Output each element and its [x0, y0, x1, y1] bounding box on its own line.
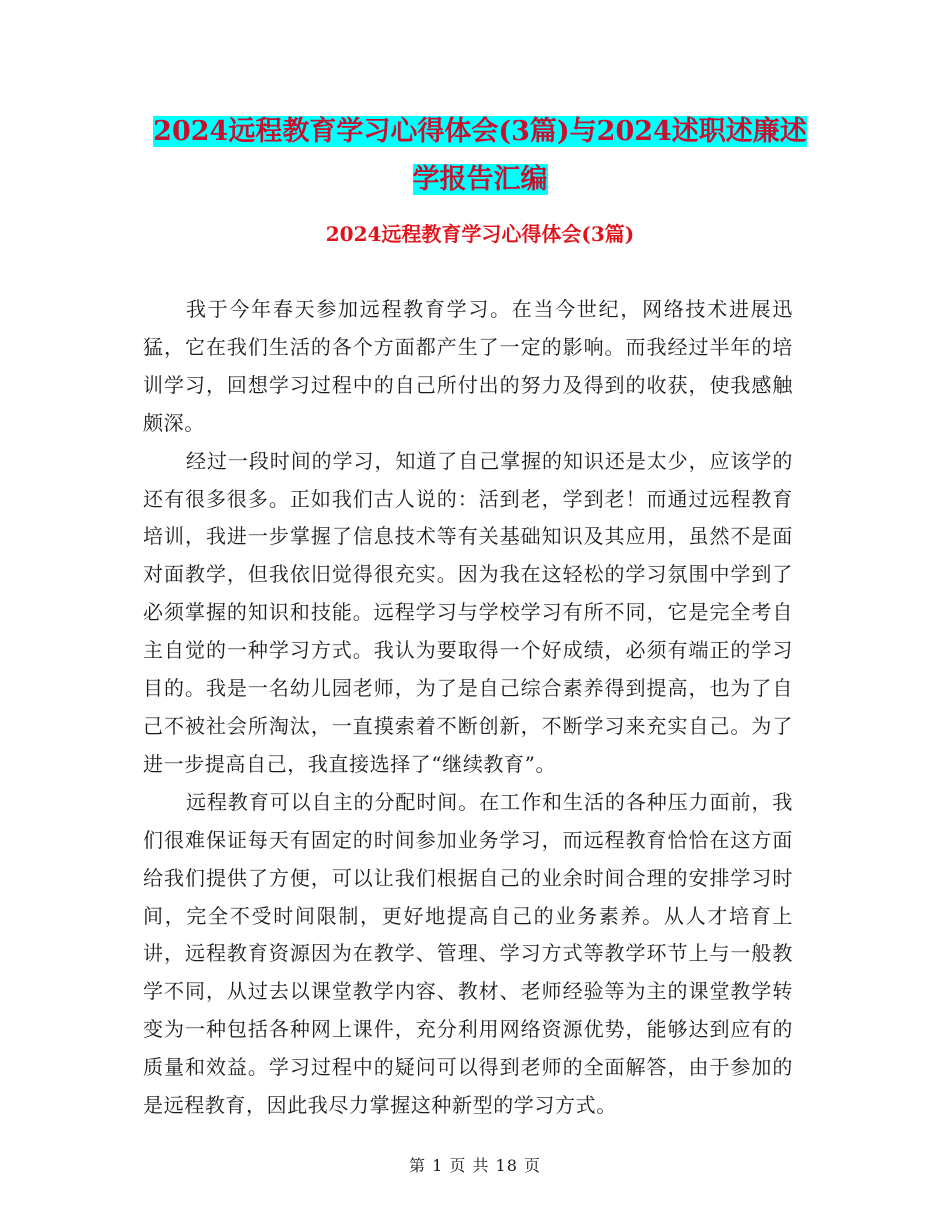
paragraph-1: 我于今年春天参加远程教育学习。在当今世纪，网络技术进展迅猛，它在我们生活的各个方面都产生了一定的影响。而我经过半年的培训学习，回想学习过程中的自己所付出的努力及得到的收获，使我感触颇深。	[143, 297, 793, 435]
paragraph-3: 远程教育可以自主的分配时间。在工作和生活的各种压力面前，我们很难保证每天有固定的时间参加业务学习，而远程教育恰恰在这方面给我们提供了方便，可以让我们根据自己的业余时间合理的安排学习时间，完全不受时间限制，更好地提高自己的业务素养。从人才培育上讲，远程教育资源因为在教学、管理、学习方式等教学环节上与一般教学不同，从过去以课堂教学内容、教材、老师经验等为主的课堂教学转变为一种包括各种网上课件，充分利用网络资源优势，能够达到应有的质量和效益。学习过程中的疑问可以得到老师的全面解答，由于参加的是远程教育，因此我尽力掌握这种新型的学习方式。	[143, 789, 793, 1118]
document-title-line-1: 2024远程教育学习心得体会(3篇)与2024述职述廉述	[153, 116, 807, 147]
section-title: 2024远程教育学习心得体会(3篇)	[325, 222, 635, 246]
document-title	[140, 108, 820, 204]
document-title-line-2: 学报告汇编	[412, 164, 548, 195]
body-text	[143, 291, 793, 1125]
paragraph-2: 经过一段时间的学习，知道了自己掌握的知识还是太少，应该学的还有很多很多。正如我们古人说的：活到老，学到老！而通过远程教育培训，我进一步掌握了信息技术等有关基础知识及其应用，虽然不是面对面教学，但我依旧觉得很充实。因为我在这轻松的学习氛围中学到了必须掌握的知识和技能。远程学习与学校学习有所不同，它是完全考自主自觉的一种学习方式。我认为要取得一个好成绩，必须有端正的学习目的。我是一名幼儿园老师，为了是自己综合素养得到提高，也为了自己不被社会所淘汰，一直摸索着不断创新，不断学习来充实自己。为了进一步提高自己，我直接选择了“继续教育”。	[143, 448, 793, 776]
page-footer: 第 1 页 共 18 页	[409, 1156, 541, 1175]
